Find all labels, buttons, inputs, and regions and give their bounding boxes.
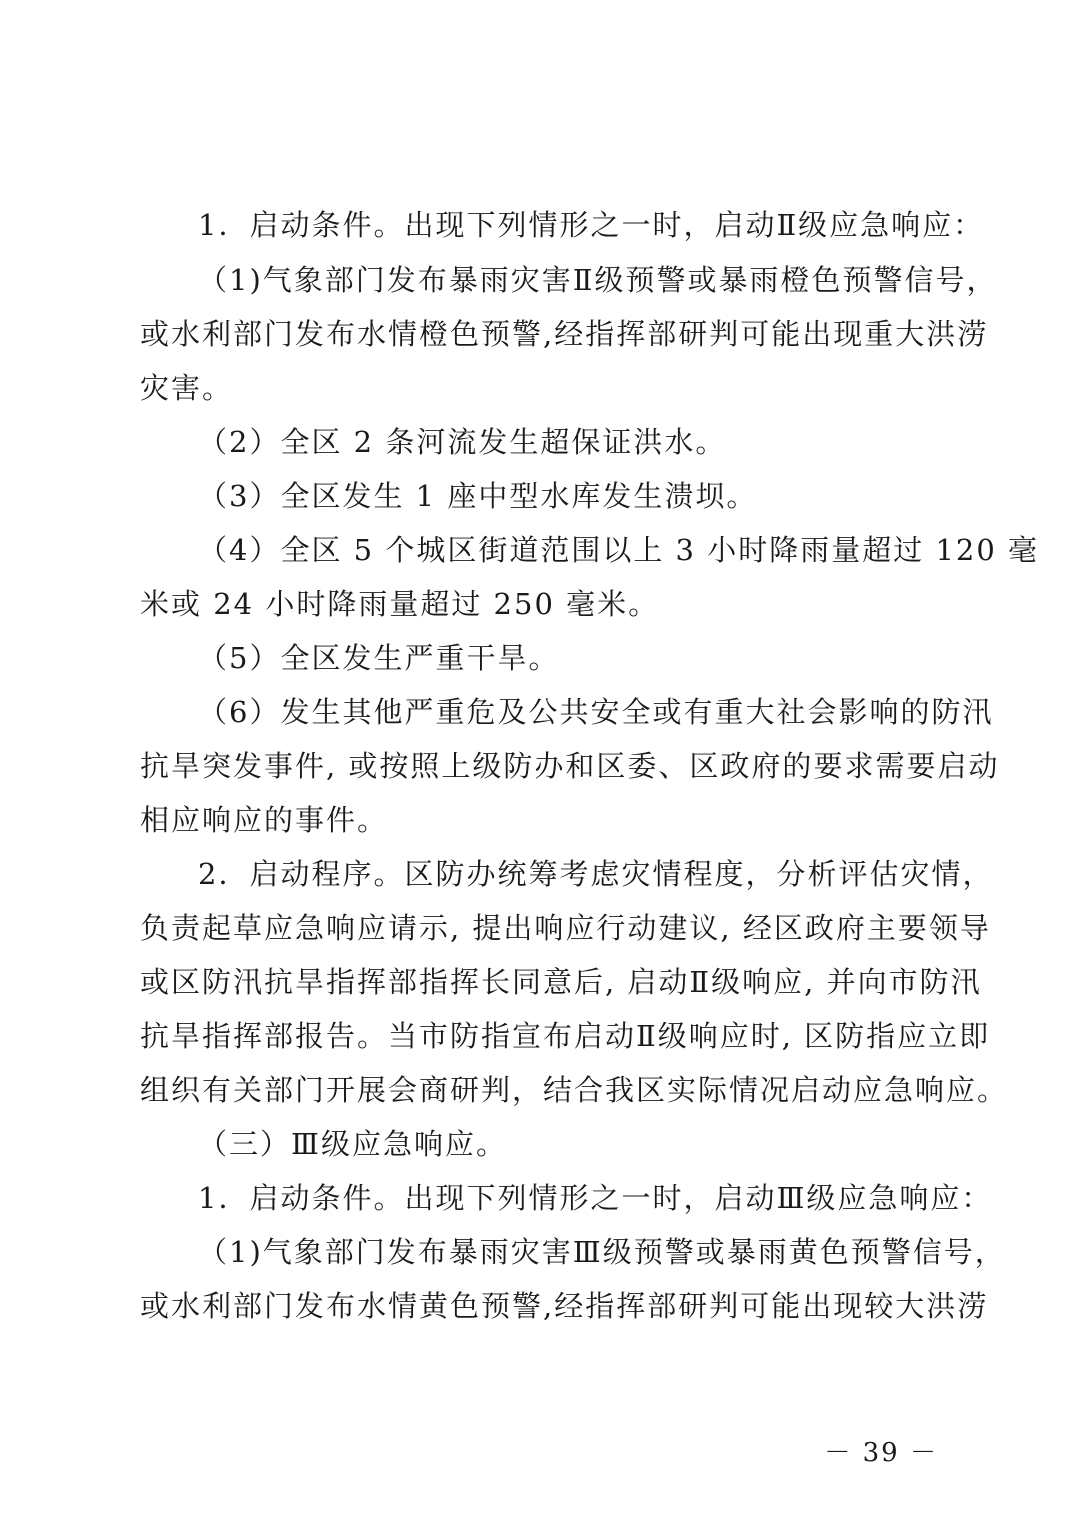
text-line: 组织有关部门开展会商研判，结合我区实际情况启动应急响应。 <box>140 1073 1009 1107</box>
text-line: 抗旱指挥部报告。当市防指宣布启动Ⅱ级响应时, 区防指应立即 <box>140 1019 991 1053</box>
text-line: （4）全区 5 个城区街道范围以上 3 小时降雨量超过 120 毫 <box>198 533 1040 567</box>
text-line: 米或 24 小时降雨量超过 250 毫米。 <box>140 587 660 621</box>
text-line: （2）全区 2 条河流发生超保证洪水。 <box>198 425 727 459</box>
text-line: （3）全区发生 1 座中型水库发生溃坝。 <box>198 479 758 513</box>
text-line: （1)气象部门发布暴雨灾害Ⅱ级预警或暴雨橙色预警信号， <box>198 263 998 297</box>
text-line: （6）发生其他严重危及公共安全或有重大社会影响的防汛 <box>198 695 994 729</box>
text-line: 1．启动条件。出现下列情形之一时，启动Ⅲ级应急响应： <box>198 1181 993 1215</box>
text-line: 相应响应的事件。 <box>140 803 389 837</box>
text-line: 或水利部门发布水情橙色预警,经指挥部研判可能出现重大洪涝 <box>140 317 989 351</box>
text-line: 或区防汛抗旱指挥部指挥长同意后, 启动Ⅱ级响应, 并向市防汛 <box>140 965 982 999</box>
text-line: 灾害。 <box>140 371 234 405</box>
page-number: － 39 － <box>824 1438 938 1468</box>
text-line: （5）全区发生严重干旱。 <box>198 641 560 675</box>
text-line: 1．启动条件。出现下列情形之一时，启动Ⅱ级应急响应： <box>198 208 985 242</box>
text-line: 抗旱突发事件, 或按照上级防办和区委、区政府的要求需要启动 <box>140 749 1000 783</box>
section-heading: （三）Ⅲ级应急响应。 <box>198 1127 507 1161</box>
text-line: 2．启动程序。区防办统筹考虑灾情程度，分析评估灾情， <box>198 857 994 891</box>
text-line: 或水利部门发布水情黄色预警,经指挥部研判可能出现较大洪涝 <box>140 1289 989 1323</box>
text-line: 负责起草应急响应请示, 提出响应行动建议, 经区政府主要领导 <box>140 911 991 945</box>
text-line: （1)气象部门发布暴雨灾害Ⅲ级预警或暴雨黄色预警信号， <box>198 1235 1006 1269</box>
